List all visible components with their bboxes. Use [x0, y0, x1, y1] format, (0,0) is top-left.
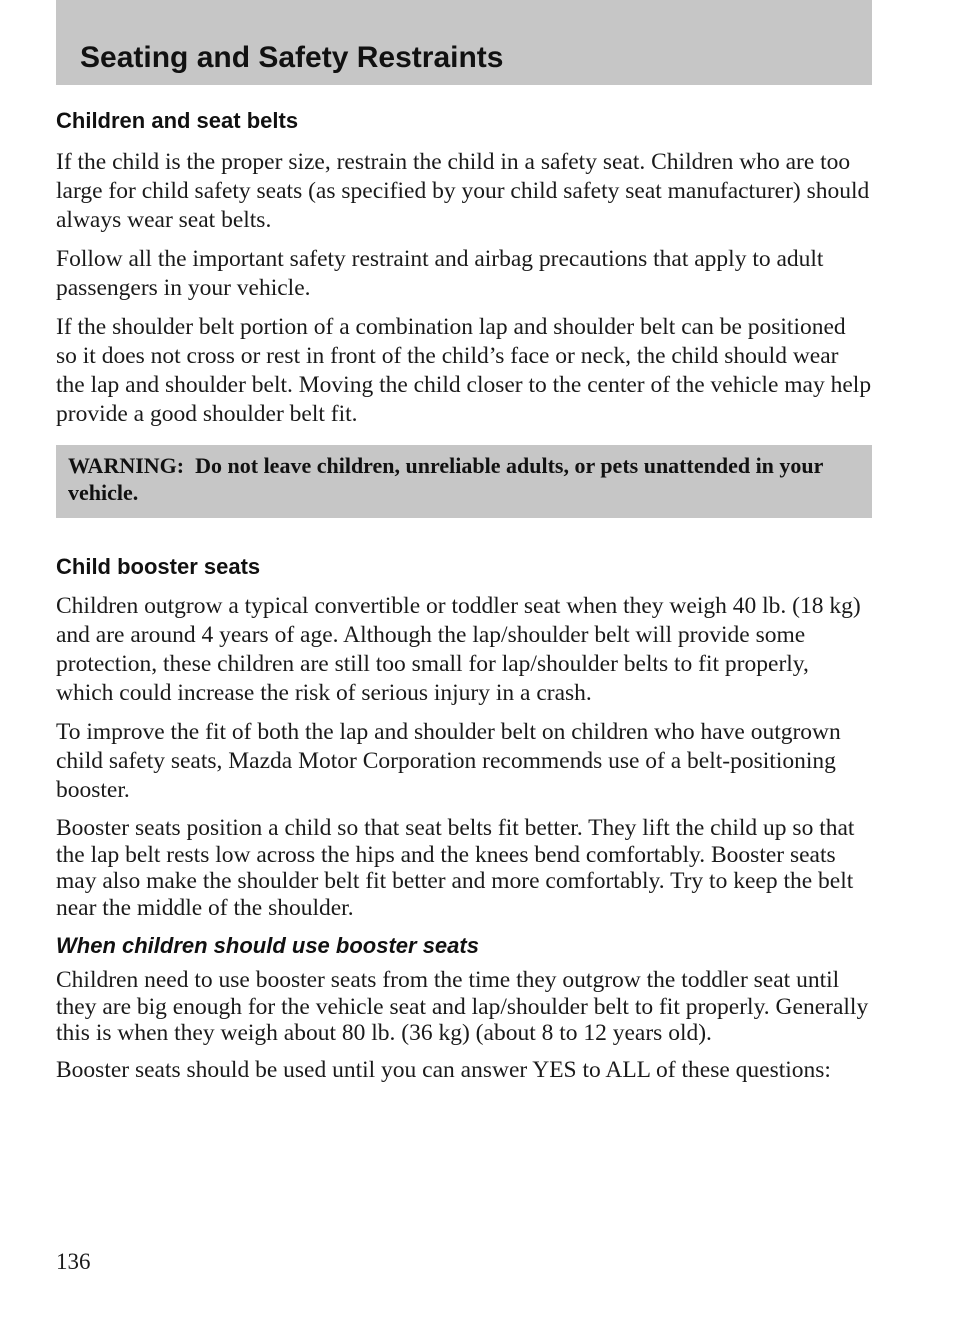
- warning-text: [68, 452, 860, 506]
- subsection-heading-when-booster: When children should use booster seats: [56, 933, 479, 958]
- paragraph: If the shoulder belt portion of a combination lap and shoulder belt can be positioned so it does not cross or rest in front of the child’s face or neck, the child should wear the lap and shoulder belt. Moving the child closer to the center of the vehicle may help provide a good shoulder belt fit.: [56, 314, 872, 427]
- paragraph: Booster seats position a child so that seat belts fit better. They lift the child up so that the lap belt rests low across the hips and the knees bend comfortably. Booster seats may also make the shoulder belt fit better and more comfortably. Try to keep the belt near the middle of the shoulder.: [56, 815, 855, 921]
- paragraph: Booster seats should be used until you can answer YES to ALL of these questions:: [56, 1056, 831, 1083]
- paragraph: Follow all the important safety restraint and airbag precautions that apply to adult passengers in your vehicle.: [56, 246, 824, 301]
- paragraph: Children outgrow a typical convertible or toddler seat when they weigh 40 lb. (18 kg) and are around 4 years of age. Although the lap/shoulder belt will provide some protection, these children are still too small for lap/shoulder belts to fit properly, which could increase the risk of serious injury in a crash.: [56, 593, 861, 706]
- warning-box: [56, 445, 872, 518]
- paragraph: Children need to use booster seats from the time they outgrow the toddler seat until they are big enough for the vehicle seat and lap/shoulder belt to fit properly. Generally this is when they weigh about 80 lb. (36 kg) (about 8 to 12 years old).: [56, 967, 869, 1046]
- section-heading-children-seat-belts: Children and seat belts: [56, 108, 299, 133]
- paragraph: If the child is the proper size, restrain the child in a safety seat. Children who are too large for child safety seats (as specified by your child safety seat manufacturer) should always wear seat belts.: [56, 149, 870, 233]
- section-heading-booster-seats: Child booster seats: [56, 554, 261, 579]
- warning-label: WARNING:: [68, 453, 185, 478]
- page-number: 136: [56, 1249, 91, 1274]
- header-band: [56, 0, 872, 85]
- page-content: [56, 106, 872, 1083]
- paragraph: To improve the fit of both the lap and shoulder belt on children who have outgrown child safety seats, Mazda Motor Corporation recommends use of a belt-positioning booster.: [56, 719, 841, 803]
- warning-message: Do not leave children, unreliable adults, or pets unattended in your vehicle.: [68, 453, 824, 505]
- page-title: Seating and Safety Restraints: [80, 41, 504, 74]
